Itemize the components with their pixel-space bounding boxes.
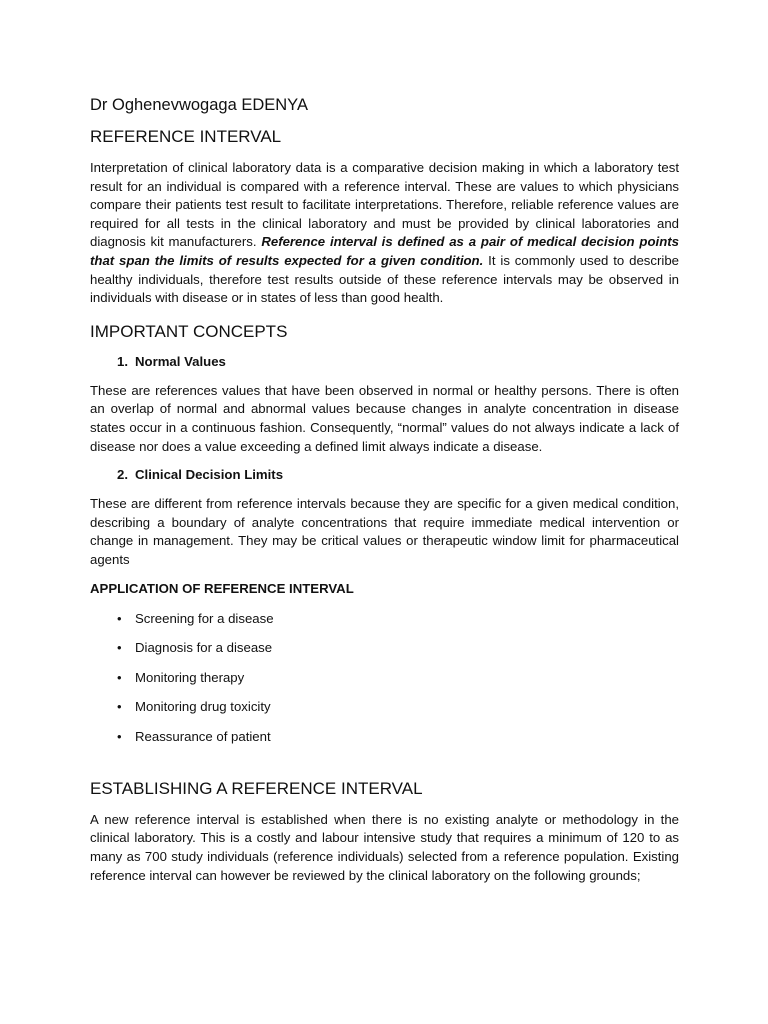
section-heading-establishing: ESTABLISHING A REFERENCE INTERVAL xyxy=(90,778,423,798)
application-list xyxy=(90,610,679,746)
list-item-text: Screening for a disease xyxy=(135,610,274,626)
bullet-icon: • xyxy=(117,669,122,685)
section-heading-important-concepts: IMPORTANT CONCEPTS xyxy=(90,321,288,341)
list-item xyxy=(90,669,679,687)
list-item xyxy=(90,639,679,657)
intro-text-after: It is commonly used to describe healthy individuals, therefore test results outside of these reference intervals may be observed in individuals with disease or in states of less than good health. xyxy=(90,252,679,306)
section-heading-application: APPLICATION OF REFERENCE INTERVAL xyxy=(90,580,354,596)
concept-paragraph-clinical-decision-limits: These are different from reference intervals because they are specific for a given medical condition, describing a boundary of analyte concentrations that require immediate medical intervention or change in management. They may be critical values or therapeutic window limit for pharmaceutical agents xyxy=(90,496,679,567)
establishing-paragraph: A new reference interval is established when there is no existing analyte or methodology in the clinical laboratory. This is a costly and labour intensive study that requires a minimum of 120 to as many as 700 study individuals (reference individuals) selected from a reference population. Existing reference interval can however be reviewed by the clinical laboratory on the following grounds; xyxy=(90,811,679,883)
list-item xyxy=(90,698,679,716)
bullet-icon: • xyxy=(117,728,122,744)
document-page xyxy=(90,95,679,885)
concept-label: Clinical Decision Limits xyxy=(135,467,284,483)
bullet-icon: • xyxy=(117,640,122,656)
concept-heading-clinical-decision-limits xyxy=(90,466,679,484)
list-item-text: Diagnosis for a disease xyxy=(135,640,273,656)
bullet-icon: • xyxy=(117,699,122,715)
list-item-text: Monitoring therapy xyxy=(135,669,245,685)
list-item xyxy=(90,610,679,628)
concept-number: 1. xyxy=(117,353,128,369)
intro-definition-emphasis: Reference interval is defined as a pair of medical decision points that span the limits of results expected for a given condition. xyxy=(90,234,679,268)
concept-paragraph-normal-values: These are references values that have been observed in normal or healthy persons. There is often an overlap of normal and abnormal values because changes in analyte concentration in disease states occur in a continuous fashion. Consequently, “normal” values do not always indicate a lack of disease nor does a value exceeding a defined limit always indicate a disease. xyxy=(90,382,679,454)
concept-heading-normal-values xyxy=(90,353,679,371)
document-title: REFERENCE INTERVAL xyxy=(90,127,282,146)
concept-number: 2. xyxy=(117,467,128,483)
author-name: Dr Oghenevwogaga EDENYA xyxy=(90,96,308,114)
intro-text-before: Interpretation of clinical laboratory data is a comparative decision making in which a laboratory test result for an individual is compared with a reference interval. These are values to which physicians compare their patients test result to facilitate interpretations. Therefore, reliable reference values are required for all tests in the clinical laboratory and must be provided by clinical laboratories and diagnosis kit manufacturers. xyxy=(90,160,679,250)
list-item-text: Monitoring drug toxicity xyxy=(135,699,271,715)
bullet-icon: • xyxy=(117,610,122,626)
list-item xyxy=(90,728,679,746)
concept-label: Normal Values xyxy=(135,353,226,369)
list-item-text: Reassurance of patient xyxy=(135,728,271,744)
intro-paragraph xyxy=(90,159,679,308)
